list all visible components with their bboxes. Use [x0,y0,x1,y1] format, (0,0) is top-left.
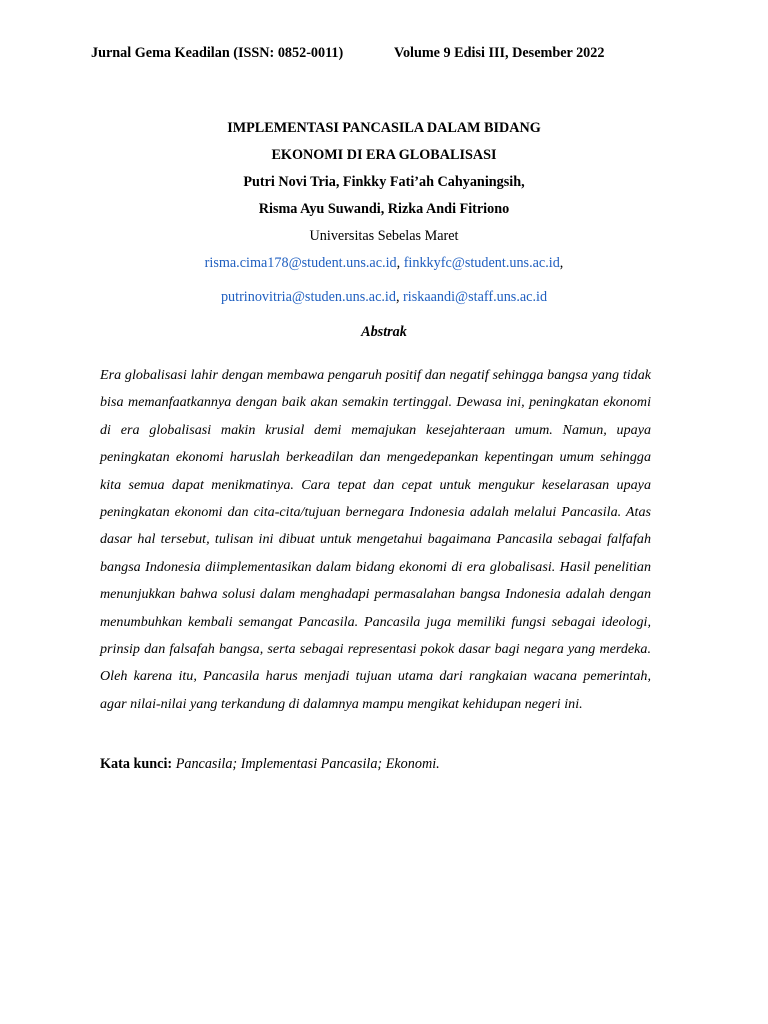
authors-line-1: Putri Novi Tria, Finkky Fati’ah Cahyaningsih, [243,174,525,190]
keywords-label: Kata kunci: [100,756,173,772]
article-title-line-1: IMPLEMENTASI PANCASILA DALAM BIDANG [227,120,541,136]
author-email-1[interactable]: risma.cima178@student.uns.ac.id [204,255,397,271]
running-header [91,45,651,65]
email-line-1: risma.cima178@student.uns.ac.id, finkkyfc@student.uns.ac.id, [204,255,564,271]
author-email-3[interactable]: putrinovitria@studen.uns.ac.id [220,289,396,305]
author-email-4[interactable]: riskaandi@staff.uns.ac.id [403,289,548,305]
authors-line-2: Risma Ayu Suwandi, Rizka Andi Fitriono [258,201,510,217]
author-email-2[interactable]: finkkyfc@student.uns.ac.id [403,255,560,271]
affiliation: Universitas Sebelas Maret [309,228,459,244]
keywords [100,756,440,773]
article-title-line-2: EKONOMI DI ERA GLOBALISASI [271,147,497,163]
keywords-values: Pancasila; Implementasi Pancasila; Ekonomi. [175,756,440,772]
journal-volume: Volume 9 Edisi III, Desember 2022 [394,45,605,61]
abstract-body: Era globalisasi lahir dengan membawa pengaruh positif dan negatif sehingga bangsa yang tidak bisa memanfaatkannya dengan baik akan semakin tertinggal. Dewasa ini, peningkatan ekonomi di era globalisasi makin krusial demi memajukan kesejahteraan umum. Namun, upaya peningkatan ekonomi haruslah berkeadilan dan mengedepankan kepentingan umum sehingga kita semua dapat menikmatinya. Cara tepat dan cepat untuk mengukur keselarasan upaya peningkatan ekonomi dan cita-cita/tujuan bernegara Indonesia adalah melalui Pancasila. Atas dasar hal tersebut, tulisan ini dibuat untuk mengetahui bagaimana Pancasila sebagai falfafah bangsa Indonesia diimplementasikan dalam bidang ekonomi di era globalisasi. Hasil penelitian menunjukkan bahwa solusi dalam menghadapi permasalahan bangsa Indonesia adalah dengan menumbuhkan kembali semangat Pancasila. Pancasila juga memiliki fungsi sebagai ideologi, prinsip dan falsafah bangsa, serta sebagai representasi pokok dasar bagi negara yang merdeka. Oleh karena itu, Pancasila harus menjadi tujuan utama dari rangkaian wacana pemerintah, agar nilai-nilai yang terkandung di dalamnya mampu mengikat kehidupan negeri ini. [100,367,651,712]
email-line-2: putrinovitria@studen.uns.ac.id, riskaandi@staff.uns.ac.id [220,289,548,305]
abstract-heading: Abstrak [361,324,407,340]
journal-name: Jurnal Gema Keadilan (ISSN: 0852-0011) [91,45,344,61]
